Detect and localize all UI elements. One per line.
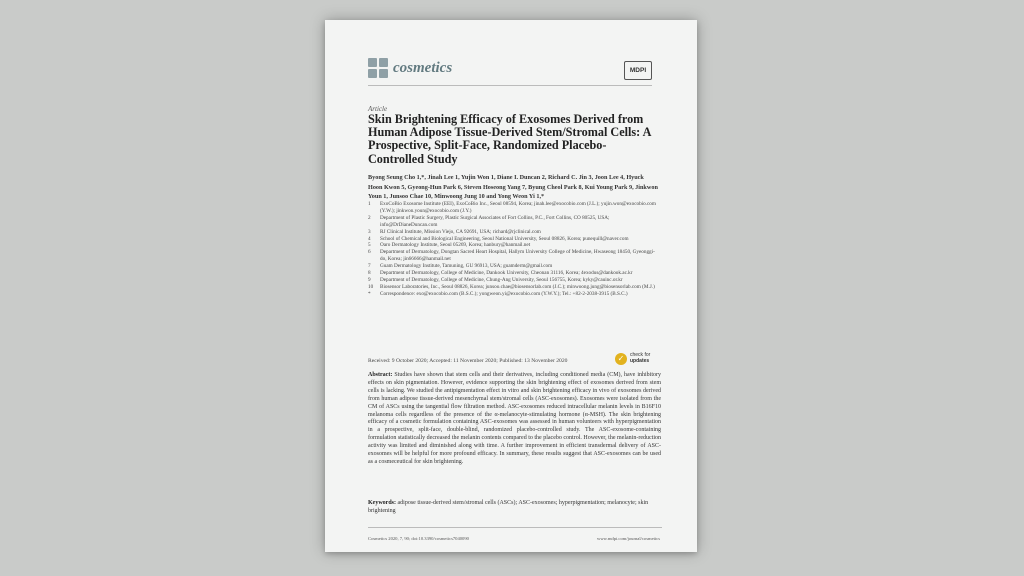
affiliation-item: 4 School of Chemical and Biological Engineering, Seoul National University, Seoul 08826, Korea; punequill@naver.com xyxy=(368,235,629,242)
journal-header xyxy=(368,58,652,86)
affiliation-item: 8 Department of Dermatology, College of Medicine, Dankook University, Cheonan 31116, Korea; 4exodus@dankook.ac.kr xyxy=(368,270,633,277)
journal-url: www.mdpi.com/journal/cosmetics xyxy=(597,536,660,541)
paper-page xyxy=(325,20,697,552)
abstract-text: Studies have shown that stem cells and their derivatives, including conditioned media (CM), have inhibitory effects on skin pigmentation. However, evidence supporting the skin brightening effect of exosomes derived from stem cells is lacking. We studied the antipigmentation effect in vitro and skin brightening efficacy in vivo of exosomes derived from human adipose tissue-derived mesenchymal stem/stromal cells (ASC-exosomes). Exosomes were isolated from the CM of ASCs using the tangential flow filtration method. ASC-exosomes reduced intracellular melanin levels in B16F10 melanoma cells regardless of the presence of the α-melanocyte-stimulating hormone (α-MSH). The skin brightening efficacy of a cosmetic formulation containing ASC-exosomes was assessed in human volunteers with hyperpigmentation in a prospective, split-face, double-blind, randomized placebo-controlled study. The ASC-exosome-containing formulation statistically decreased the melanin contents compared to the placebo control. However, the melanin-reduction activity was limited and diminished along with time. A further improvement in efficient transdermal delivery of ASC-exosomes will be helpful for more profound efficacy. In summary, these results suggest that ASC-exosomes can be used as a cosmeceutical for skin brightening. xyxy=(368,372,661,465)
affiliation-item: 10 Biosensor Laboratories, Inc., Seoul 08826, Korea; junsoo.chae@biosensorlab.com (J.C.); minwoong.jung@biosensorlab.com (M.J.) xyxy=(368,283,655,290)
affiliation-list xyxy=(368,201,660,298)
abstract-label: Abstract: xyxy=(368,372,393,378)
affiliation-item: 6 Department of Dermatology, Dongtan Sacred Heart Hospital, Hallym University College of Medicine, Hwaseong 18450, Gyeonggi-do, Korea; jin66666@hanmail.net xyxy=(368,249,655,263)
check-for-updates-button[interactable]: ✓ check for updates xyxy=(615,351,663,367)
article-title: Skin Brightening Efficacy of Exosomes Derived from Human Adipose Tissue-Derived Stem/Stromal Cells: A Prospective, Split-Face, Randomized Placebo-Controlled Study xyxy=(368,112,651,166)
correspondence: * Correspondence: exo@exocobio.com (B.S.C.); yongweon.yi@exocobio.com (Y.W.Y.); Tel.: +82-2-2038-3915 (B.S.C.) xyxy=(368,290,628,297)
article-type: Article xyxy=(368,105,388,113)
keywords xyxy=(368,500,661,516)
check-updates-icon: ✓ xyxy=(615,353,627,365)
footer-divider xyxy=(368,527,662,528)
publication-dates: Received: 9 October 2020; Accepted: 11 November 2020; Published: 13 November 2020 xyxy=(368,358,568,364)
affiliation-item: 2 Department of Plastic Surgery, Plastic Surgical Associates of Fort Collins, P.C., Fort Collins, CO 80525, USA; info@DrDianeDuncan.com xyxy=(368,214,610,228)
affiliation-item: 3 RJ Clinical Institute, Mission Viejo, CA 92691, USA; richard@rjclinical.com xyxy=(368,228,541,235)
abstract xyxy=(368,372,661,467)
header-divider xyxy=(368,85,652,86)
keywords-text: adipose tissue-derived stem/stromal cells (ASCs); ASC-exosomes; hyperpigmentation; melanocyte; skin brightening xyxy=(368,500,649,514)
journal-logo-icon xyxy=(368,58,388,78)
publisher-logo: MDPI xyxy=(624,61,652,80)
affiliation-item: 7 Guam Dermatology Institute, Tamuning, GU 96913, USA; guamderm@gmail.com xyxy=(368,263,553,270)
affiliation-item: 1 ExoCoBio Exosome Institute (EEI), ExoCoBio Inc., Seoul 08594, Korea; jinah.lee@exocobio.com (J.L.); yujin.won@exocobio.com (Y.W.); jinkwon.youn@exocobio.com (J.Y.) xyxy=(368,201,656,214)
keywords-label: Keywords: xyxy=(368,500,396,506)
journal-name: cosmetics xyxy=(393,60,453,76)
author-list: Byong Seung Cho 1,*, Jinah Lee 1, Yujin Won 1, Diane I. Duncan 2, Richard C. Jin 3, Joon Lee 4, Hyuck Hoon Kwon 5, Gyeong-Hun Park 6, Steven Hoseong Yang 7, Byung Cheol Park 8, Kui Young Park 9, Jinkwon Youn 1, Junsoo Chae 10, Minwoong Jung 10 and Yong Weon Yi 1,* xyxy=(368,174,658,200)
affiliation-item: 9 Department of Dermatology, College of Medicine, Chung-Ang University, Seoul 156755, Korea; kyky@cauinc.or.kr xyxy=(368,276,623,283)
citation: Cosmetics 2020, 7, 90; doi:10.3390/cosmetics7040090 xyxy=(368,536,469,541)
affiliation-item: 5 Oaro Dermatology Institute, Seoul 05269, Korea; hanbury@hanmail.net xyxy=(368,242,531,249)
